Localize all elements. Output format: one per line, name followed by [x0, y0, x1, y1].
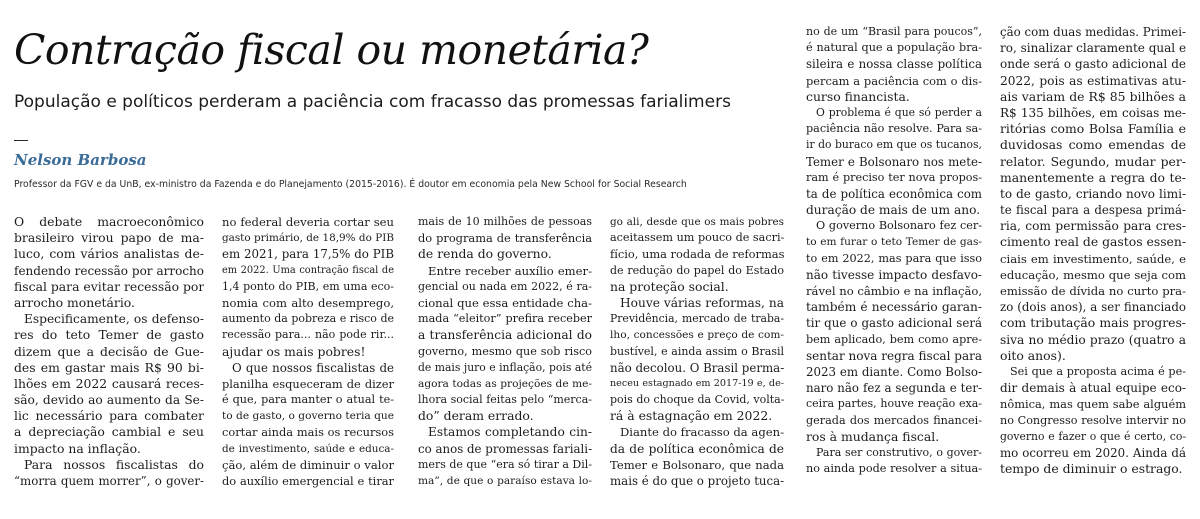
- text-line: pois do choque da Covid, volta-: [610, 393, 784, 407]
- text-line: mers de que “era só tirar a Dil-: [418, 457, 592, 471]
- text-line: ram é preciso ter nova propos-: [806, 170, 982, 184]
- text-line: não decolou. O Brasil perma-: [610, 360, 784, 375]
- text-line: ritórias como Bolsa Família e: [1000, 121, 1186, 137]
- text-line: O debate macroeconômico: [14, 214, 204, 229]
- text-line: to de gasto, o governo teria que: [222, 410, 394, 423]
- text-line: curso financista.: [806, 88, 910, 104]
- column-5: [806, 24, 982, 514]
- text-line: duração de mais de um ano.: [806, 203, 981, 218]
- text-line: em 2021, para 17,5% do PIB: [222, 247, 394, 262]
- text-line: ma”, de que o paraíso estava lo-: [418, 475, 592, 487]
- text-line: Diante do fracasso da agen-: [620, 425, 784, 440]
- text-line: mais de 10 milhões de pessoas: [418, 215, 592, 228]
- text-line: fendendo recessão por arrocho: [14, 263, 204, 278]
- text-line: não tivesse impacto desfavo-: [806, 267, 982, 282]
- text-line: percam a paciência com o dis-: [806, 73, 982, 88]
- text-line: cortar ainda mais os recursos: [222, 425, 394, 440]
- text-line: é natural que a população bra-: [806, 41, 982, 55]
- text-line: Previdência, mercado de traba-: [610, 312, 784, 326]
- text-line: Sei que a proposta acima é pe-: [1010, 364, 1186, 378]
- text-line: manentemente a regra do te-: [1000, 169, 1186, 185]
- text-line: oito anos).: [1000, 347, 1066, 363]
- text-line: nomia com alto desemprego,: [222, 295, 394, 310]
- text-line: ção com duas medidas. Primei-: [1000, 25, 1186, 39]
- text-line: res do teto Temer de gasto: [14, 327, 204, 343]
- text-line: Temer e Bolsonaro, que nada: [610, 457, 784, 472]
- text-line: duvidosas como emendas de: [1000, 137, 1186, 153]
- text-line: impacto na inflação.: [14, 440, 141, 456]
- text-line: a depreciação cambial e seu: [14, 424, 204, 440]
- text-line: ros à mudança fiscal.: [806, 428, 940, 444]
- text-line: também é necessário garan-: [806, 300, 982, 315]
- text-line: cimento real de gastos essen-: [1000, 234, 1186, 250]
- text-line: R$ 135 bilhões, em coisas me-: [1000, 105, 1186, 120]
- text-line: ir do buraco em que os tucanos,: [806, 138, 982, 152]
- text-line: governo, mesmo que sob risco: [418, 344, 592, 358]
- text-line: co anos de promessas fariali-: [418, 441, 592, 456]
- text-line: 2022, pois as estimativas atu-: [1000, 73, 1186, 88]
- text-line: lhões em 2022 causará reces-: [14, 375, 204, 391]
- text-line: do” deram errado.: [418, 408, 534, 424]
- text-line: O governo Bolsonaro fez cer-: [816, 219, 982, 233]
- text-line: Houve várias reformas, na: [620, 295, 784, 310]
- text-line: des em gastar mais R$ 90 bi-: [14, 359, 204, 375]
- headline: Contração fiscal ou monetária?: [14, 26, 649, 74]
- column-2: [222, 214, 394, 514]
- text-line: tempo de diminuir o estrago.: [1000, 461, 1183, 477]
- text-line: bustível, e ainda assim o Brasil: [610, 344, 784, 358]
- text-line: educação, mesmo que seja com: [1000, 267, 1186, 282]
- text-line: de renda do governo.: [418, 246, 552, 262]
- text-line: no federal deveria cortar seu: [222, 215, 394, 229]
- text-line: de investimento, saúde e educa-: [222, 442, 394, 455]
- text-line: onde será o gasto adicional de: [1000, 57, 1186, 72]
- text-line: siva no médio prazo (quatro a: [1000, 332, 1186, 347]
- text-line: do programa de transferência: [418, 231, 592, 246]
- text-line: ceira partes, houve reação exa-: [806, 397, 982, 411]
- subtitle: População e políticos perderam a paciência com fracasso das promessas farialimers: [14, 92, 731, 112]
- text-line: Temer e Bolsonaro nos mete-: [806, 154, 982, 169]
- text-line: arrocho monetário.: [14, 294, 135, 310]
- text-line: relator. Segundo, mudar per-: [1000, 153, 1186, 169]
- text-line: lic necessário para combater: [14, 408, 204, 424]
- text-line: naro não fez a segunda e ter-: [806, 381, 982, 396]
- text-line: Entre receber auxílio emer-: [428, 263, 592, 278]
- text-line: go ali, desde que os mais pobres: [610, 216, 784, 228]
- text-line: em 2022. Uma contração fiscal de: [222, 264, 394, 276]
- text-line: ta de política econômica com: [806, 186, 982, 201]
- text-line: aceitassem um pouco de sacri-: [610, 231, 784, 245]
- text-line: neceu estagnado em 2017-19 e, de-: [610, 377, 784, 389]
- text-line: O que nossos fiscalistas de: [232, 360, 394, 375]
- column-4: [610, 214, 784, 514]
- text-line: gerada dos mercados financei-: [806, 413, 982, 427]
- text-line: Especificamente, os defenso-: [24, 312, 204, 327]
- text-line: planilha esqueceram de dizer: [222, 376, 394, 391]
- text-line: to de gasto, criando novo limi-: [1000, 186, 1186, 201]
- text-line: gasto primário, de 18,9% do PIB: [222, 232, 394, 245]
- text-line: no de um “Brasil para poucos”,: [806, 25, 982, 38]
- text-line: nômica, mas quem sabe alguém: [1000, 397, 1186, 412]
- text-line: ria, com permissão para cres-: [1000, 219, 1186, 234]
- text-line: bem aplicado, bem como apre-: [806, 332, 982, 346]
- text-line: Para ser construtivo, o gover-: [816, 445, 982, 459]
- text-line: governo e fazer o que é certo, co-: [1000, 429, 1186, 443]
- text-line: ro, sinalizar claramente qual e: [1000, 41, 1186, 56]
- text-line: fiscal para evitar recessão por: [14, 278, 204, 294]
- byline-rule: [14, 140, 28, 141]
- text-line: ais variam de R$ 85 bilhões a: [1000, 88, 1186, 104]
- text-line: 1,4 ponto do PIB, em uma eco-: [222, 279, 394, 293]
- text-line: na proteção social.: [610, 278, 729, 294]
- text-line: O problema é que só perder a: [816, 105, 982, 119]
- column-1: [14, 214, 204, 514]
- column-3: [418, 214, 592, 514]
- text-line: do auxílio emergencial e tirar: [222, 474, 394, 488]
- text-line: com tributação mais progres-: [1000, 315, 1186, 331]
- text-line: sileira e nossa classe política: [806, 57, 982, 72]
- text-line: “morra quem morrer”, o gover-: [14, 474, 204, 488]
- text-line: cional que essa entidade cha-: [418, 295, 592, 310]
- text-line: lho, concessões e preço de com-: [610, 329, 784, 342]
- text-line: te fiscal para a despesa primá-: [1000, 203, 1186, 218]
- text-line: aumento da pobreza e risco de: [222, 312, 394, 326]
- text-line: lhora social feitas pelo “merca-: [418, 393, 592, 407]
- text-line: ajudar os mais pobres!: [222, 343, 366, 359]
- text-line: zo (dois anos), a ser financiado: [1000, 300, 1186, 315]
- text-line: tir que o gasto adicional será: [806, 316, 982, 331]
- text-line: mais é do que o projeto tuca-: [610, 474, 784, 488]
- author-name: Nelson Barbosa: [14, 151, 147, 169]
- text-line: to em 2022, mas para que isso: [806, 251, 982, 265]
- text-line: recessão para... não pode rir...: [222, 328, 394, 342]
- text-line: ção, além de diminuir o valor: [222, 457, 394, 472]
- text-line: rá à estagnação em 2022.: [610, 408, 773, 424]
- text-line: rável no câmbio e na inflação,: [806, 284, 982, 298]
- text-line: agora todas as projeções de me-: [418, 377, 592, 390]
- text-line: paciência não resolve. Para sa-: [806, 122, 982, 136]
- text-line: to em furar o teto Temer de gas-: [806, 236, 982, 249]
- author-bio: Professor da FGV e da UnB, ex-ministro da Fazenda e do Planejamento (2015-2016). É doutor em economia pela New School for Social Research: [14, 179, 687, 190]
- column-6: [1000, 24, 1186, 514]
- text-line: Para nossos fiscalistas do: [24, 456, 204, 472]
- text-line: fício, uma rodada de reformas: [610, 247, 784, 262]
- text-line: gencial ou nada em 2022, é ra-: [418, 279, 592, 293]
- text-line: é que, para manter o atual te-: [222, 393, 394, 407]
- text-line: da de política econômica de: [610, 441, 784, 456]
- text-line: de redução do papel do Estado: [610, 263, 784, 277]
- text-line: a transferência adicional do: [418, 328, 592, 343]
- text-line: de mais juro e inflação, pois até: [418, 360, 592, 374]
- text-line: 2023 em diante. Como Bolso-: [806, 364, 982, 379]
- text-line: sentar nova regra fiscal para: [806, 348, 982, 363]
- text-line: são, devido ao aumento da Se-: [14, 393, 204, 408]
- text-line: luco, com vários analistas de-: [14, 246, 204, 262]
- text-line: brasileiro virou papo de ma-: [14, 230, 204, 246]
- text-line: mo ocorreu em 2020. Ainda dá: [1000, 445, 1186, 460]
- text-line: Estamos completando cin-: [428, 425, 592, 440]
- text-line: ciais em investimento, saúde, e: [1000, 251, 1186, 266]
- text-line: mada “eleitor” prefira receber: [418, 312, 592, 326]
- text-line: dir demais à atual equipe eco-: [1000, 381, 1186, 396]
- text-line: no ainda pode resolver a situa-: [806, 462, 982, 476]
- text-line: no Congresso resolve intervir no: [1000, 413, 1186, 427]
- text-line: dizem que a decisão de Gue-: [14, 343, 204, 359]
- text-line: emissão de dívida no curto pra-: [1000, 284, 1186, 298]
